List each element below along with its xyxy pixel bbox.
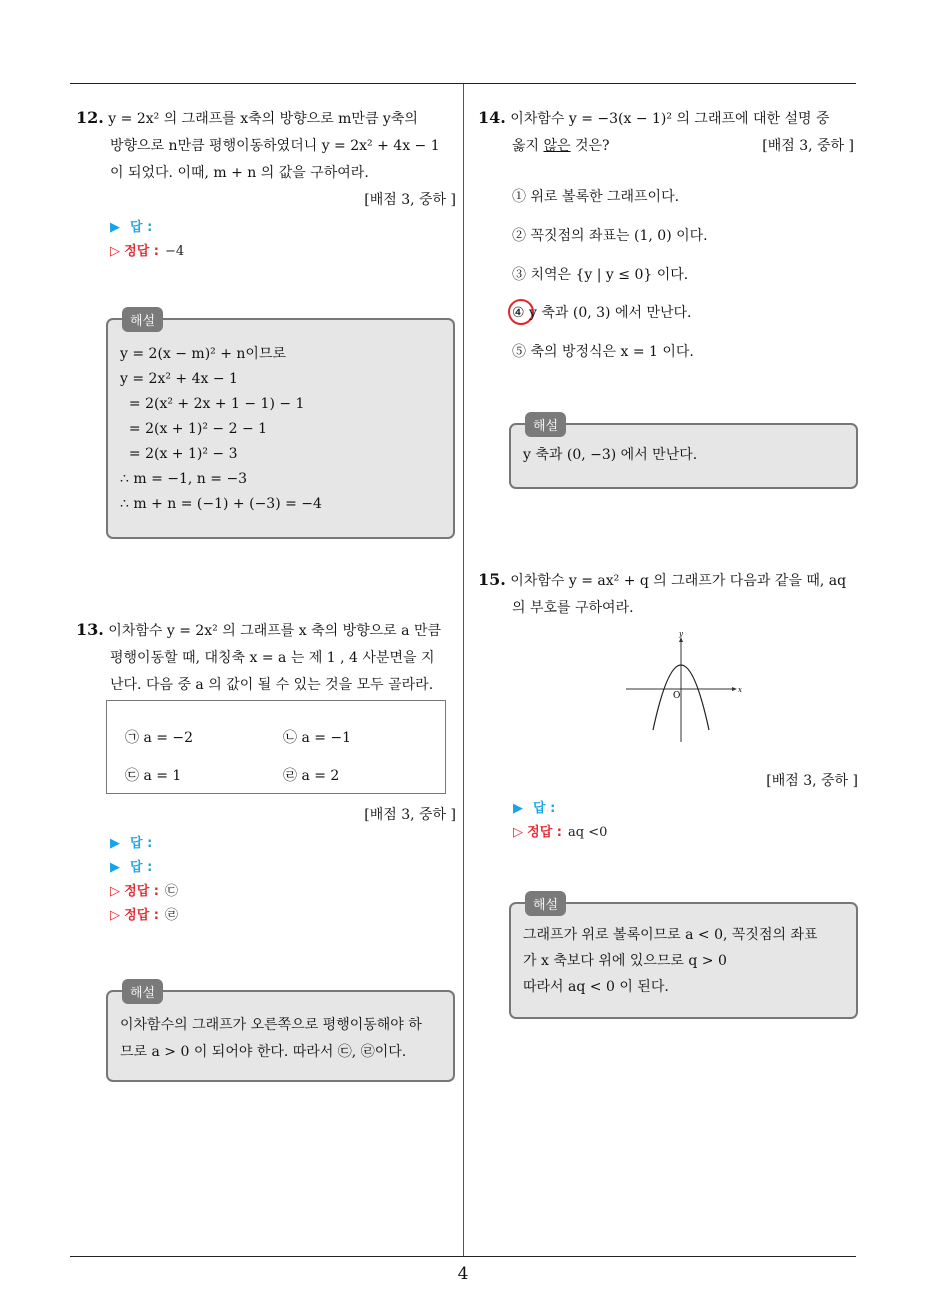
- solution-line: y = 2x² + 4x − 1: [120, 371, 238, 387]
- question-line: 이차함수 y = −3(x − 1)² 의 그래프에 대한 설명 중: [510, 111, 830, 127]
- question-13: [76, 616, 456, 699]
- bottom-rule: [70, 1256, 856, 1257]
- question-number: 12.: [76, 108, 104, 127]
- option-1: ① 위로 볼록한 그래프이다.: [512, 189, 680, 205]
- question-12: [76, 104, 456, 214]
- question-line: [478, 133, 858, 160]
- solution-line: 따라서 aq < 0 이 된다.: [523, 979, 669, 995]
- correct-label: 정답 :: [124, 244, 159, 259]
- answer-label: 답 :: [533, 801, 556, 816]
- solution-line: ∴ m = −1, n = −3: [120, 471, 248, 487]
- question-number: 14.: [478, 108, 506, 127]
- answer-label: 답 :: [130, 836, 153, 851]
- page-number: 4: [457, 1264, 469, 1284]
- correct-value: −4: [164, 244, 185, 259]
- parabola-graph: [620, 630, 745, 748]
- question-number: 15.: [478, 570, 506, 589]
- answer-label: 답 :: [130, 860, 153, 875]
- origin-label: O: [673, 691, 681, 701]
- triangle-outline-icon: ▷: [110, 908, 120, 923]
- correct-label: 정답 :: [527, 825, 562, 840]
- solution-box-13: [106, 986, 455, 1082]
- option-4: ④ y 축과 (0, 3) 에서 만난다.: [512, 305, 692, 321]
- solution-tag: 해설: [122, 307, 163, 332]
- answer-block-15: [513, 797, 607, 845]
- question-line: 이차함수 y = 2x² 의 그래프를 x 축의 방향으로 a 만큼: [108, 623, 442, 639]
- play-icon: ▶: [110, 220, 120, 235]
- play-icon: ▶: [110, 836, 120, 851]
- question-line: 난다. 다음 중 a 의 값이 될 수 있는 것을 모두 골라라.: [110, 677, 434, 693]
- question-line: 의 부호를 구하여라.: [512, 600, 634, 616]
- solution-tag: 해설: [122, 979, 163, 1004]
- solution-tag: 해설: [525, 891, 566, 916]
- choice-item: ㉠ a = −2: [125, 730, 194, 746]
- choice-box-13: [106, 700, 446, 794]
- solution-tag: 해설: [525, 412, 566, 437]
- play-icon: ▶: [110, 860, 120, 875]
- y-axis-label: y: [679, 630, 683, 638]
- solution-line: y 축과 (0, −3) 에서 만난다.: [523, 447, 698, 463]
- question-text: 옳지: [512, 138, 544, 154]
- question-line: 이차함수 y = ax² + q 의 그래프가 다음과 같을 때, aq: [510, 573, 847, 589]
- solution-box-12: [106, 314, 455, 539]
- solution-line: = 2(x + 1)² − 3: [120, 446, 238, 462]
- score-meta: [배점 3, 중하 ]: [762, 138, 854, 154]
- answer-label: 답 :: [130, 220, 153, 235]
- correct-value: aq <0: [567, 825, 608, 840]
- correct-label: 정답 :: [124, 884, 159, 899]
- correct-value: ㉢: [164, 884, 178, 899]
- triangle-outline-icon: ▷: [110, 884, 120, 899]
- score-meta: [배점 3, 중하 ]: [364, 807, 456, 823]
- solution-box-15: [509, 898, 858, 1019]
- play-icon: ▶: [513, 801, 523, 816]
- solution-line: 이차함수의 그래프가 오른쪽으로 평행이동해야 하: [120, 1017, 422, 1033]
- solution-line: y = 2(x − m)² + n이므로: [120, 346, 287, 362]
- option-2: ② 꼭짓점의 좌표는 (1, 0) 이다.: [512, 228, 708, 244]
- question-14: [478, 104, 858, 160]
- x-axis-label: x: [738, 686, 742, 694]
- solution-line: ∴ m + n = (−1) + (−3) = −4: [120, 496, 322, 512]
- question-15: [478, 566, 862, 622]
- question-line: 이 되었다. 이때, m + n 의 값을 구하여라.: [110, 165, 369, 181]
- solution-text: [523, 922, 818, 1000]
- question-line: 평행이동할 때, 대칭축 x = a 는 제 1 , 4 사분면을 지: [110, 650, 435, 666]
- solution-box-14: [509, 419, 858, 489]
- column-divider: [463, 84, 464, 1257]
- solution-line: 가 x 축보다 위에 있으므로 q > 0: [523, 953, 727, 969]
- score-meta: [배점 3, 중하 ]: [766, 773, 858, 789]
- choice-item: ㉣ a = 2: [283, 768, 340, 784]
- solution-text: [120, 1012, 422, 1066]
- question-line: 방향으로 n만큼 평행이동하였더니 y = 2x² + 4x − 1: [110, 138, 440, 154]
- answer-block-12: [110, 216, 184, 264]
- solution-line: 므로 a > 0 이 되어야 한다. 따라서 ㉢, ㉣이다.: [120, 1044, 407, 1060]
- question-number: 13.: [76, 620, 104, 639]
- option-5: ⑤ 축의 방정식은 x = 1 이다.: [512, 344, 694, 360]
- correct-label: 정답 :: [124, 908, 159, 923]
- solution-line: = 2(x + 1)² − 2 − 1: [120, 421, 268, 437]
- solution-text: [120, 342, 322, 517]
- question-text: 것은?: [570, 138, 610, 154]
- solution-line: 그래프가 위로 볼록이므로 a < 0, 꼭짓점의 좌표: [523, 927, 818, 943]
- choice-item: ㉡ a = −1: [283, 730, 352, 746]
- solution-line: = 2(x² + 2x + 1 − 1) − 1: [120, 396, 305, 412]
- triangle-outline-icon: ▷: [110, 244, 120, 259]
- answer-block-13: [110, 832, 178, 928]
- question-line: y = 2x² 의 그래프를 x축의 방향으로 m만큼 y축의: [108, 111, 418, 127]
- correct-value: ㉣: [164, 908, 178, 923]
- x-axis-arrow-icon: [732, 687, 737, 691]
- underlined-text: 않은: [543, 138, 571, 154]
- option-3: ③ 치역은 {y | y ≤ 0} 이다.: [512, 267, 689, 283]
- score-meta: [배점 3, 중하 ]: [364, 192, 456, 208]
- choice-item: ㉢ a = 1: [125, 768, 182, 784]
- triangle-outline-icon: ▷: [513, 825, 523, 840]
